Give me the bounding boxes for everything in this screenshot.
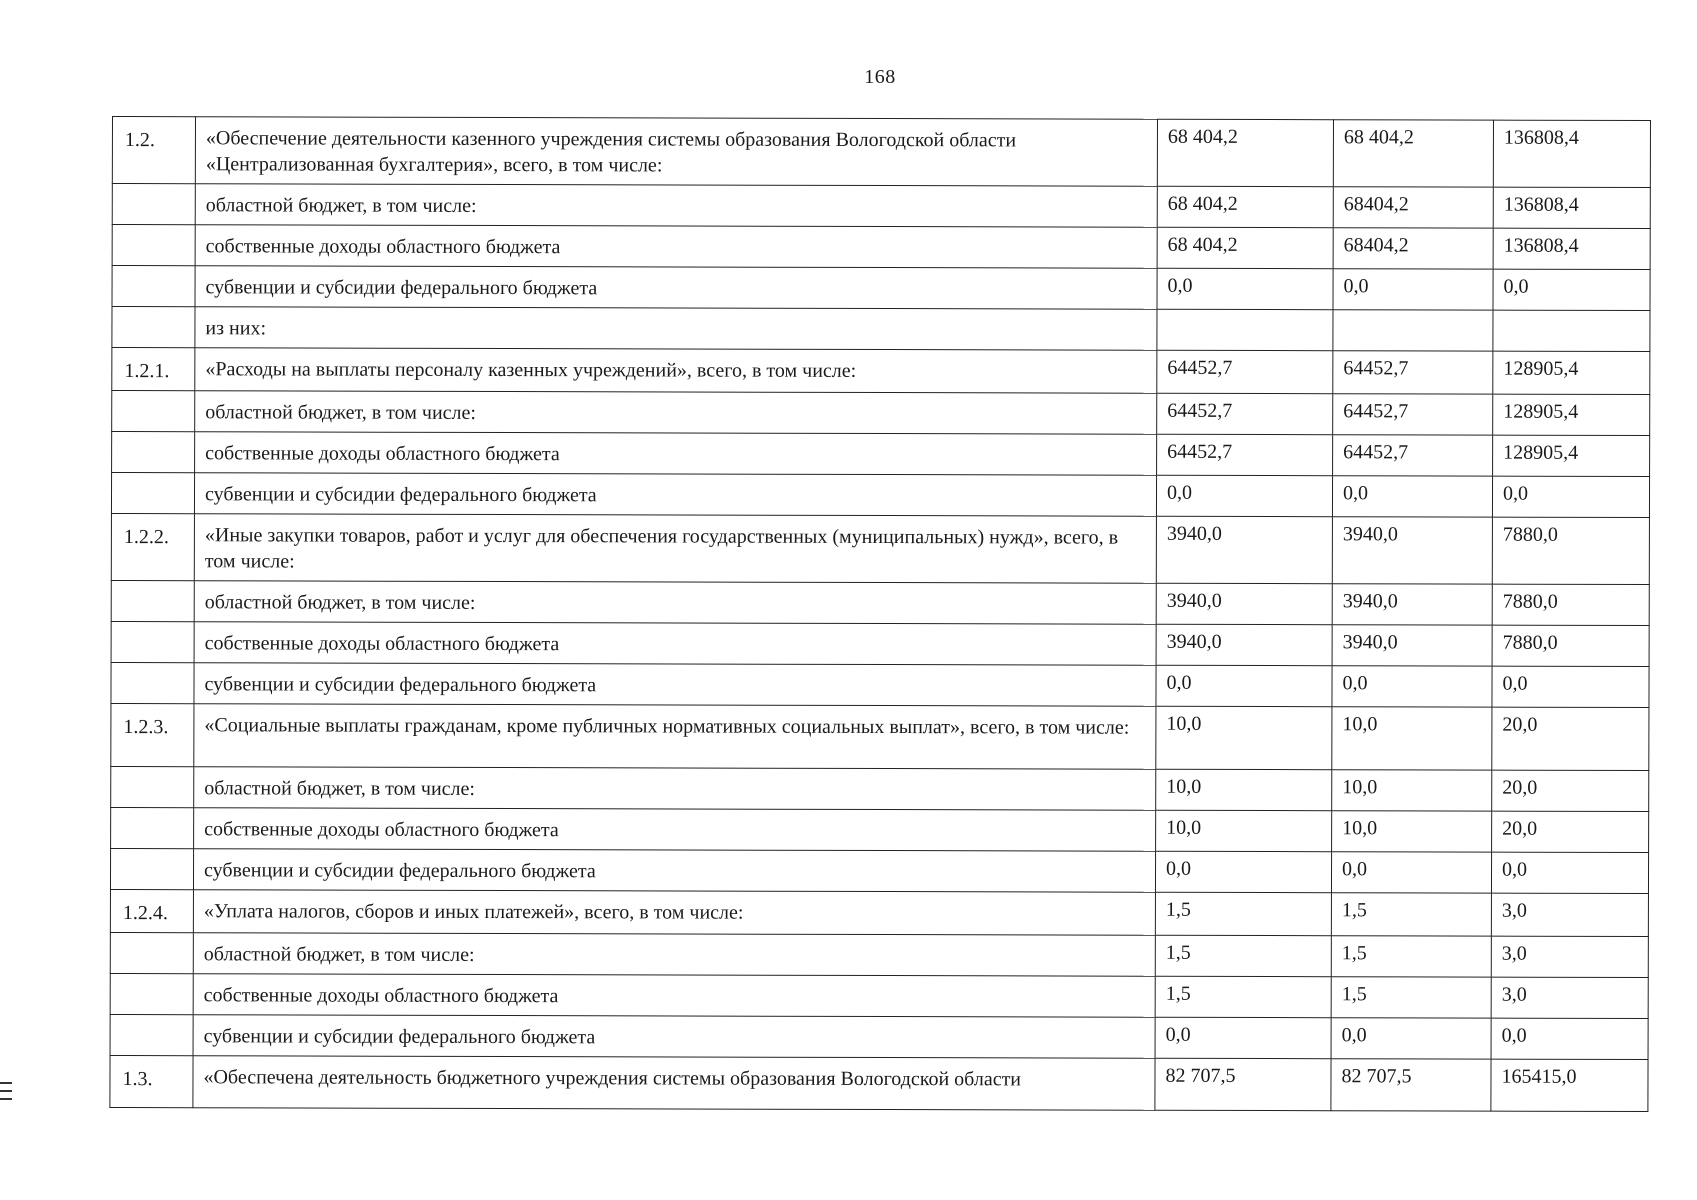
- row-value-total: 3,0: [1491, 977, 1648, 1018]
- budget-table: [109, 116, 1651, 1112]
- row-value-year-1: 1,5: [1155, 892, 1331, 935]
- row-value-year-2: 1,5: [1331, 893, 1491, 936]
- row-value-year-1: 3940,0: [1156, 583, 1332, 624]
- table-body: [110, 117, 1651, 1112]
- row-code: [111, 807, 194, 848]
- row-value-year-1: 64452,7: [1157, 393, 1333, 434]
- table-row: [112, 307, 1650, 352]
- row-value-year-1: 68 404,2: [1157, 119, 1333, 186]
- row-value-year-1: 64452,7: [1157, 434, 1333, 475]
- row-value-total: 136808,4: [1493, 187, 1650, 228]
- row-value-total: 128905,4: [1493, 351, 1650, 394]
- row-description: собственные доходы областного бюджета: [194, 808, 1156, 852]
- row-description: собственные доходы областного бюджета: [195, 225, 1157, 269]
- table-row: [111, 513, 1649, 584]
- row-description: «Уплата налогов, сборов и иных платежей», всего, в том числе:: [193, 890, 1155, 936]
- row-value-total: 128905,4: [1493, 394, 1650, 435]
- row-value-year-1: 0,0: [1156, 665, 1332, 706]
- table-row: [112, 117, 1650, 188]
- row-value-year-1: 3940,0: [1156, 516, 1332, 583]
- binding-mark: [0, 1098, 12, 1100]
- row-value-year-1: 0,0: [1155, 1017, 1331, 1058]
- table-row: [111, 473, 1649, 518]
- row-code: [112, 184, 195, 225]
- row-value-year-1: 10,0: [1156, 769, 1332, 810]
- table-row: [110, 932, 1648, 977]
- row-value-total: 3,0: [1491, 936, 1648, 977]
- row-description: субвенции и субсидии федерального бюджета: [194, 473, 1156, 517]
- row-value-year-1: 68 404,2: [1157, 227, 1333, 268]
- row-description: собственные доходы областного бюджета: [195, 432, 1157, 476]
- row-description: «Социальные выплаты гражданам, кроме публичных нормативных социальных выплат», всего, в том числе:: [194, 704, 1156, 770]
- row-value-total: [1493, 310, 1650, 351]
- row-value-year-2: [1333, 310, 1493, 351]
- row-description: субвенции и субсидии федерального бюджета: [193, 849, 1155, 893]
- row-value-year-2: 3940,0: [1332, 517, 1492, 584]
- row-code: [112, 266, 195, 307]
- row-value-total: 7880,0: [1492, 584, 1649, 625]
- row-value-total: 20,0: [1492, 707, 1649, 770]
- row-description: собственные доходы областного бюджета: [193, 974, 1155, 1018]
- row-value-year-1: 82 707,5: [1155, 1058, 1331, 1110]
- table-row: [112, 348, 1650, 395]
- row-description: субвенции и субсидии федерального бюджета: [193, 1015, 1155, 1059]
- table-row: [112, 391, 1650, 436]
- table-row: [110, 973, 1648, 1018]
- row-value-year-2: 68404,2: [1333, 187, 1493, 228]
- row-code: 1.2.4.: [110, 889, 193, 932]
- row-value-year-1: 0,0: [1156, 475, 1332, 516]
- row-value-total: 0,0: [1493, 269, 1650, 310]
- row-code: [111, 621, 194, 662]
- row-value-year-2: 0,0: [1331, 1018, 1491, 1059]
- table-row: [112, 184, 1650, 229]
- row-description: субвенции и субсидии федерального бюджета: [195, 266, 1157, 310]
- row-code: [110, 1014, 193, 1055]
- row-code: [111, 580, 194, 621]
- row-value-year-1: 0,0: [1157, 268, 1333, 309]
- table-row: [111, 766, 1649, 811]
- row-code: 1.3.: [110, 1055, 193, 1107]
- row-code: 1.2.3.: [111, 703, 194, 766]
- table-row: [111, 703, 1649, 770]
- table-row: [110, 1055, 1648, 1111]
- row-value-total: 0,0: [1492, 476, 1649, 517]
- row-value-year-2: 68404,2: [1333, 228, 1493, 269]
- table-row: [111, 807, 1649, 852]
- row-value-year-1: [1157, 309, 1333, 350]
- row-code: [110, 848, 193, 889]
- row-value-year-2: 0,0: [1331, 852, 1491, 893]
- row-description: собственные доходы областного бюджета: [194, 622, 1156, 666]
- row-value-year-2: 64452,7: [1333, 435, 1493, 476]
- row-description: областной бюджет, в том числе:: [193, 933, 1155, 977]
- row-code: [112, 432, 195, 473]
- row-value-year-2: 3940,0: [1332, 625, 1492, 666]
- table-row: [111, 621, 1649, 666]
- table-row: [112, 266, 1650, 311]
- row-description: субвенции и субсидии федерального бюджета: [194, 663, 1156, 707]
- row-description: областной бюджет, в том числе:: [195, 184, 1157, 228]
- row-value-year-2: 64452,7: [1333, 351, 1493, 394]
- row-description: областной бюджет, в том числе:: [194, 767, 1156, 811]
- row-value-year-1: 0,0: [1155, 851, 1331, 892]
- binding-mark: [0, 1082, 12, 1084]
- binding-mark: [0, 1090, 12, 1092]
- row-value-year-2: 10,0: [1332, 770, 1492, 811]
- row-value-total: 136808,4: [1493, 228, 1650, 269]
- row-value-year-2: 64452,7: [1333, 394, 1493, 435]
- row-value-year-1: 10,0: [1156, 706, 1332, 769]
- row-value-year-1: 68 404,2: [1157, 186, 1333, 227]
- table-row: [110, 848, 1648, 893]
- row-code: [111, 766, 194, 807]
- row-code: [110, 932, 193, 973]
- row-value-total: 3,0: [1491, 893, 1648, 936]
- row-value-year-1: 3940,0: [1156, 624, 1332, 665]
- row-value-total: 136808,4: [1493, 120, 1650, 187]
- row-value-total: 0,0: [1492, 666, 1649, 707]
- row-code: [112, 307, 195, 348]
- page-number: 168: [864, 66, 896, 88]
- table-row: [112, 432, 1650, 477]
- row-description: областной бюджет, в том числе:: [195, 391, 1157, 435]
- row-value-year-2: 0,0: [1333, 269, 1493, 310]
- row-value-total: 0,0: [1491, 852, 1648, 893]
- row-value-total: 128905,4: [1493, 435, 1650, 476]
- row-code: [112, 225, 195, 266]
- row-description: «Расходы на выплаты персоналу казенных учреждений», всего, в том числе:: [195, 348, 1157, 394]
- row-code: [110, 973, 193, 1014]
- table-row: [110, 889, 1648, 936]
- row-code: 1.2.2.: [111, 513, 194, 580]
- row-value-year-2: 3940,0: [1332, 584, 1492, 625]
- row-code: [111, 473, 194, 514]
- row-description: «Обеспечение деятельности казенного учреждения системы образования Вологодской области «Централизованная бухгалтерия», всего, в том числе:: [195, 117, 1157, 187]
- table-row: [112, 225, 1650, 270]
- row-value-total: 0,0: [1491, 1018, 1648, 1059]
- row-value-year-1: 1,5: [1155, 935, 1331, 976]
- row-value-total: 7880,0: [1492, 517, 1649, 584]
- row-value-year-2: 0,0: [1332, 476, 1492, 517]
- row-value-year-1: 10,0: [1156, 810, 1332, 851]
- row-value-year-2: 68 404,2: [1333, 120, 1493, 187]
- row-code: [112, 391, 195, 432]
- row-value-year-2: 10,0: [1332, 707, 1492, 770]
- row-code: 1.2.: [112, 117, 195, 184]
- row-value-year-1: 1,5: [1155, 976, 1331, 1017]
- row-description: «Обеспечена деятельность бюджетного учреждения системы образования Вологодской области: [193, 1056, 1155, 1111]
- table-row: [111, 662, 1649, 707]
- row-value-year-2: 82 707,5: [1331, 1059, 1491, 1111]
- table-row: [110, 1014, 1648, 1059]
- table-row: [111, 580, 1649, 625]
- row-value-total: 20,0: [1492, 811, 1649, 852]
- row-value-year-2: 10,0: [1332, 811, 1492, 852]
- row-value-total: 165415,0: [1491, 1059, 1648, 1111]
- row-value-total: 20,0: [1492, 770, 1649, 811]
- row-value-year-1: 64452,7: [1157, 350, 1333, 393]
- row-description: областной бюджет, в том числе:: [194, 581, 1156, 625]
- row-value-year-2: 1,5: [1331, 977, 1491, 1018]
- row-description: «Иные закупки товаров, работ и услуг для обеспечения государственных (муниципальных) нужд», всего, в том числе:: [194, 514, 1156, 584]
- row-code: [111, 662, 194, 703]
- row-code: 1.2.1.: [112, 348, 195, 391]
- row-value-total: 7880,0: [1492, 625, 1649, 666]
- row-description: из них:: [195, 307, 1157, 351]
- row-value-year-2: 0,0: [1332, 666, 1492, 707]
- row-value-year-2: 1,5: [1331, 936, 1491, 977]
